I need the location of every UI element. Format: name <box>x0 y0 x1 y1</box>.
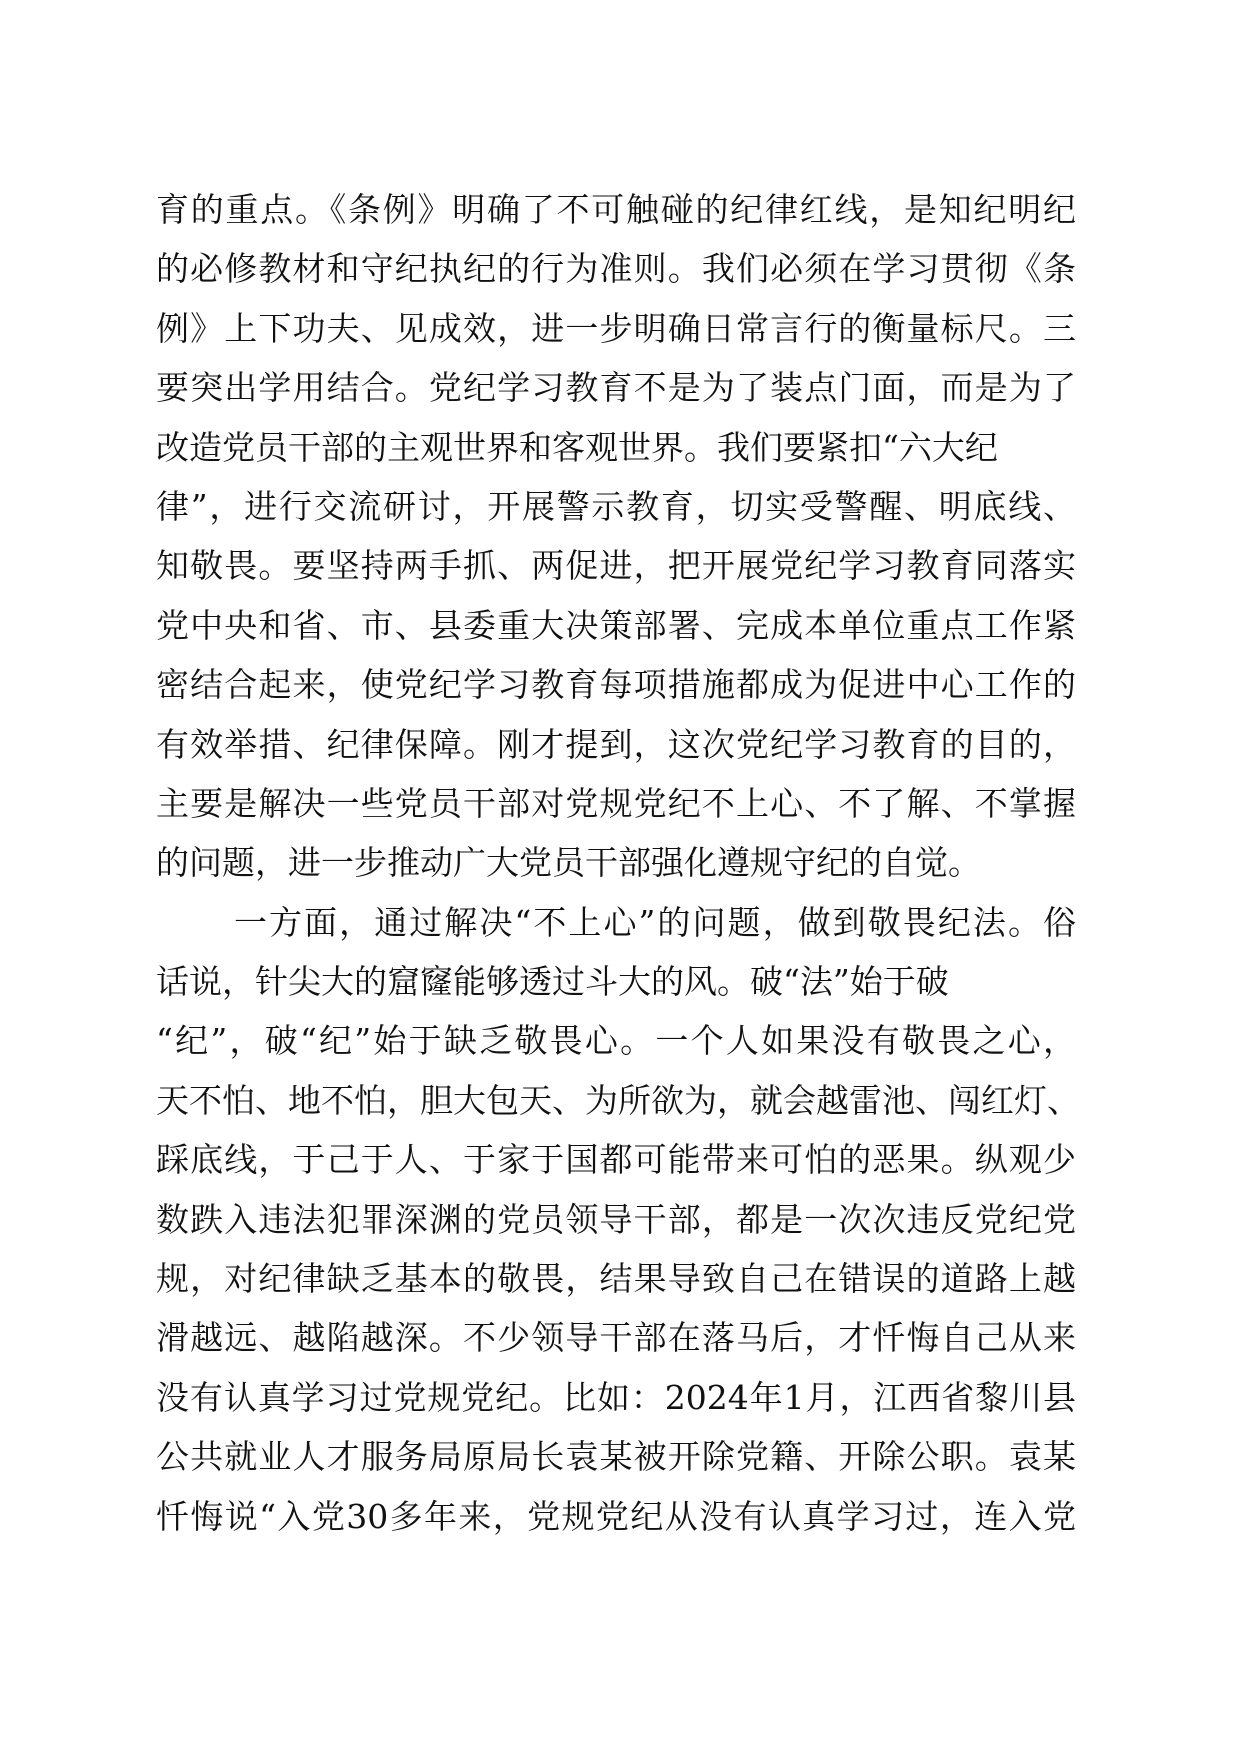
text-line: 党中央和省、市、县委重大决策部署、完成本单位重点工作紧 <box>156 605 1076 645</box>
text-line: “纪”，破“纪”始于缺乏敬畏心。一个人如果没有敬畏之心， <box>156 1021 1076 1061</box>
text-line: 天不怕、地不怕，胆大包天、为所欲为，就会越雷池、闯红灯、 <box>156 1080 1080 1120</box>
text-line: 育的重点。《条例》明确了不可触碰的纪律红线，是知纪明纪 <box>156 190 1076 229</box>
text-line: 例》上下功夫、见成效，进一步明确日常言行的衡量标尺。三 <box>156 308 1076 348</box>
text-line: 密结合起来，使党纪学习教育每项措施都成为促进中心工作的 <box>156 665 1076 705</box>
text-line: 知敬畏。要坚持两手抓、两促进，把开展党纪学习教育同落实 <box>156 546 1076 586</box>
paragraph-2 <box>156 893 1080 1546</box>
text-line: 改造党员干部的主观世界和客观世界。我们要紧扣“六大纪 <box>156 427 998 467</box>
text-line: 没有认真学习过党规党纪。比如：2024年1月，江西省黎川县 <box>156 1377 1076 1417</box>
paragraph-1 <box>156 180 1076 893</box>
text-line: 话说，针尖大的窟窿能够透过斗大的风。破“法”始于破 <box>156 962 949 1002</box>
text-line: 要突出学用结合。党纪学习教育不是为了装点门面，而是为了 <box>156 368 1076 408</box>
text-line: 的必修教材和守纪执纪的行为准则。我们必须在学习贯彻《条 <box>156 249 1076 289</box>
text-line: 数跌入违法犯罪深渊的党员领导干部，都是一次次违反党纪党 <box>156 1199 1076 1239</box>
text-line: 规，对纪律缺乏基本的敬畏，结果导致自己在错误的道路上越 <box>156 1259 1076 1299</box>
text-line: 有效举措、纪律保障。刚才提到，这次党纪学习教育的目的， <box>156 724 1076 764</box>
text-line: 滑越远、越陷越深。不少领导干部在落马后，才忏悔自己从来 <box>156 1318 1076 1358</box>
text-line: 的问题，进一步推动广大党员干部强化遵规守纪的自觉。 <box>156 843 981 883</box>
text-line: 踩底线，于己于人、于家于国都可能带来可怕的恶果。纵观少 <box>156 1140 1076 1180</box>
text-line: 公共就业人才服务局原局长袁某被开除党籍、开除公职。袁某 <box>156 1437 1076 1477</box>
text-line: 律”，进行交流研讨，开展警示教育，切实受警醒、明底线、 <box>156 486 1076 526</box>
body-text <box>156 180 1080 1546</box>
text-line: 主要是解决一些党员干部对党规党纪不上心、不了解、不掌握 <box>156 783 1076 823</box>
text-line: 忏悔说“入党30多年来，党规党纪从没有认真学习过，连入党 <box>156 1496 1076 1536</box>
text-line: 一方面，通过解决“不上心”的问题，做到敬畏纪法。俗 <box>234 902 1076 942</box>
